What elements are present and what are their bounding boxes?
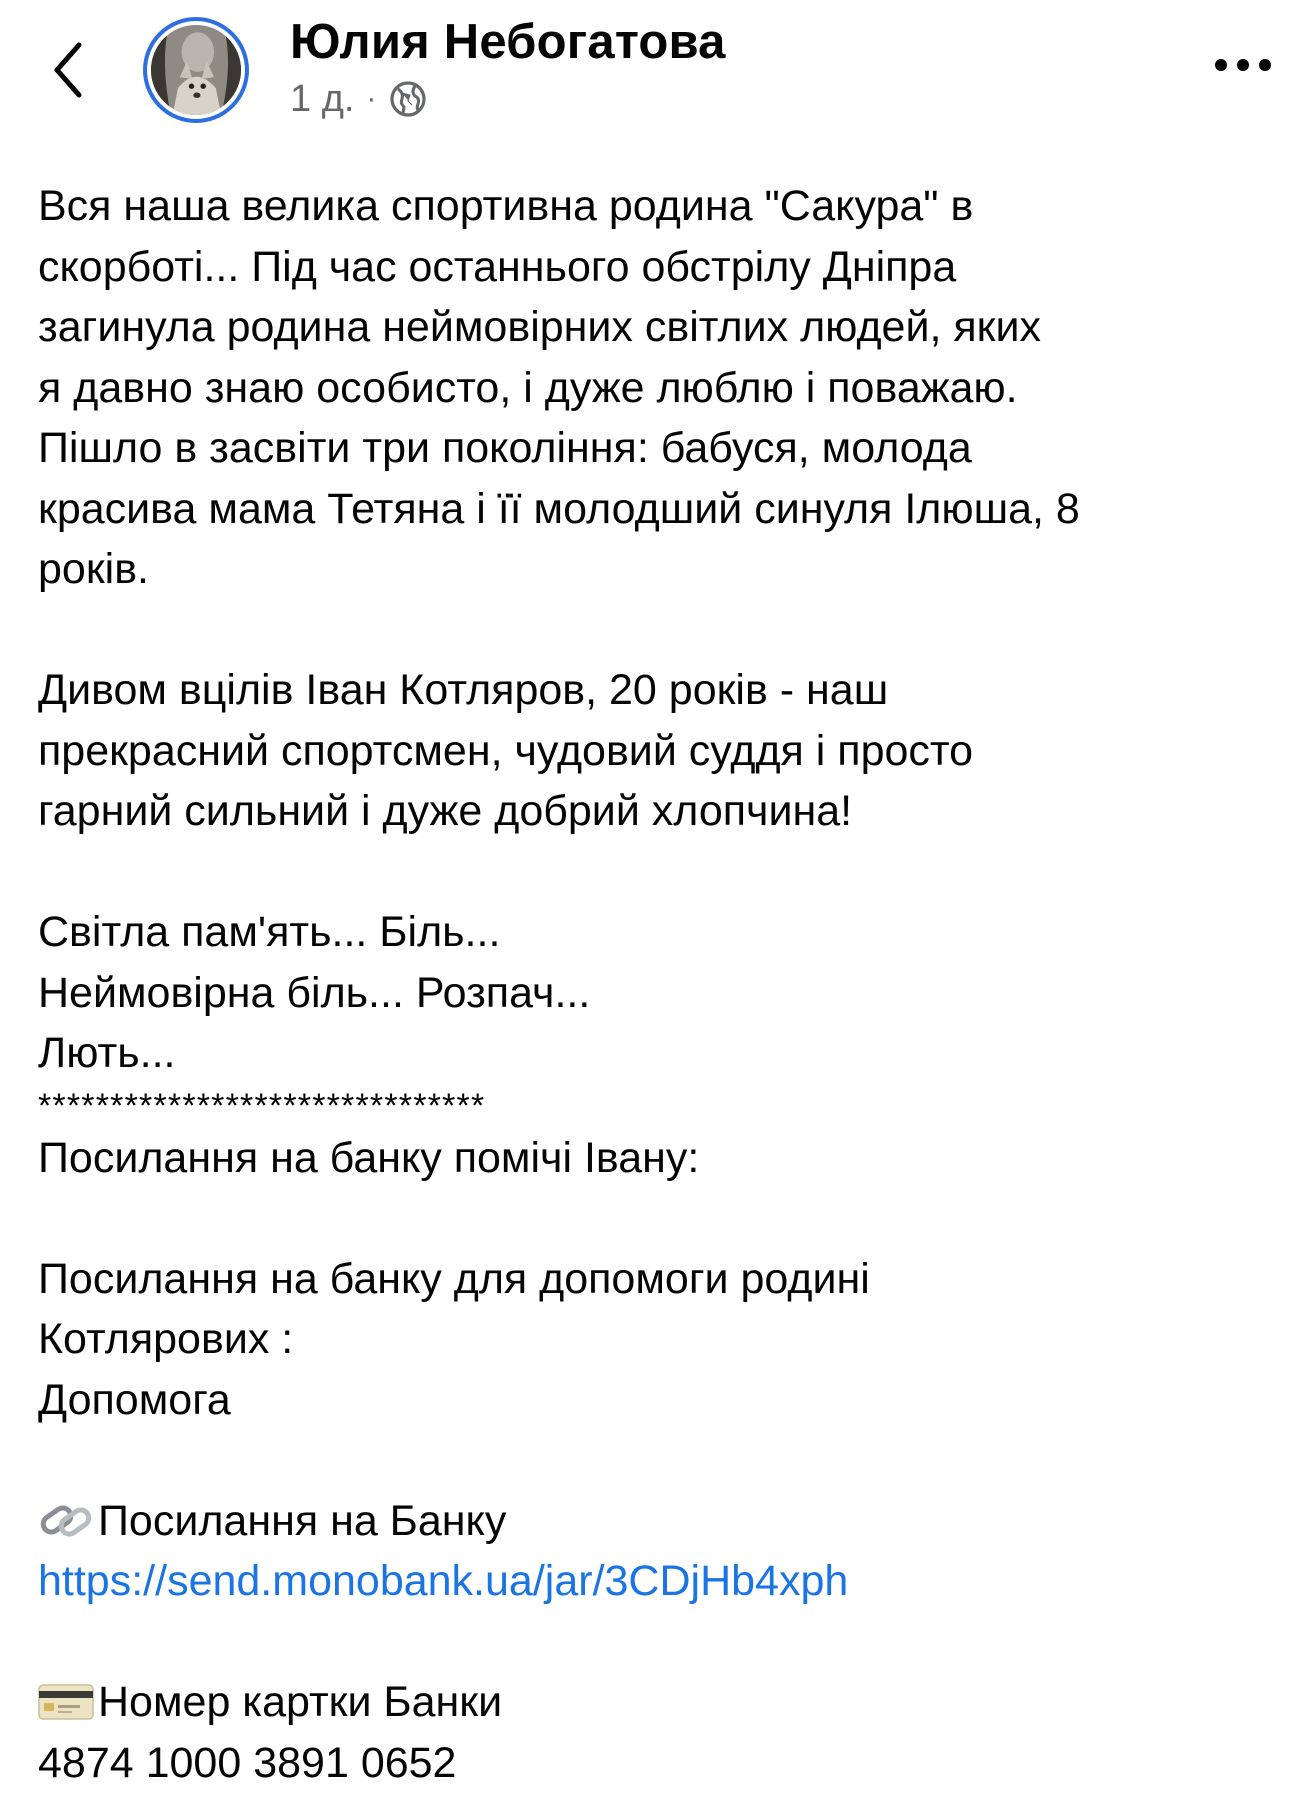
stars-divider: *******************************: [38, 1086, 486, 1125]
text-line: Вся наша велика спортивна родина "Сакура" в: [38, 182, 974, 230]
more-options-button[interactable]: [1208, 42, 1278, 88]
text-line: красива мама Тетяна і її молодший синуля Ілюша, 8: [38, 484, 1080, 533]
post-text: [38, 176, 1288, 1793]
post-header: [0, 0, 1302, 140]
text-line: я давно знаю особисто, і дуже люблю і поважаю.: [38, 363, 1018, 412]
globe-icon[interactable]: [388, 79, 428, 119]
text-line: Допомога: [38, 1375, 231, 1424]
more-horizontal-icon: [1213, 58, 1273, 72]
author-avatar[interactable]: [143, 17, 249, 123]
text-line: Лють...: [38, 1029, 176, 1077]
author-name[interactable]: Юлия Небогатова: [290, 15, 726, 69]
card-label: Номер картки Банки: [98, 1678, 503, 1726]
text-line: гарний сильний і дуже добрий хлопчина!: [38, 787, 853, 835]
post-time[interactable]: 1 д.: [290, 77, 355, 120]
paragraph-gap: [38, 1430, 1288, 1491]
text-line: Світла пам'ять... Біль...: [38, 908, 501, 956]
post-meta: [290, 74, 428, 124]
chevron-left-icon: [51, 41, 85, 99]
text-line: загинула родина неймовірних світлих людей, яких: [38, 303, 1042, 351]
text-line: Пішло в засвіти три покоління: бабуся, молода: [38, 424, 972, 472]
bank-link-label: Посилання на Банку: [98, 1496, 507, 1545]
back-button[interactable]: [38, 30, 98, 110]
bank-link-heading: [38, 1491, 1288, 1552]
text-line: прекрасний спортсмен, чудовий суддя і просто: [38, 726, 974, 775]
text-line: скорботі... Під час останнього обстрілу Дніпра: [38, 242, 957, 291]
text-line: Неймовірна біль... Розпач...: [38, 968, 591, 1017]
text-line: Дивом вцілів Іван Котляров, 20 років - наш: [38, 666, 889, 714]
paragraph-gap: [38, 1188, 1288, 1249]
text-line: Котлярових :: [38, 1315, 294, 1363]
meta-separator: ·: [366, 82, 377, 115]
paragraph-gap: [38, 1612, 1288, 1673]
ivan-link-label: Посилання на банку помічі Івану:: [38, 1133, 700, 1182]
credit-card-emoji-icon: [38, 1682, 94, 1722]
text-line: Посилання на банку для допомоги родині: [38, 1254, 870, 1303]
monobank-jar-link[interactable]: https://send.monobank.ua/jar/3CDjHb4xph: [38, 1557, 849, 1605]
paragraph-gap: [38, 842, 1288, 903]
card-heading: [38, 1672, 1288, 1733]
card-number[interactable]: 4874 1000 3891 0652: [38, 1738, 457, 1787]
avatar-image-icon: [151, 25, 241, 115]
avatar: [151, 25, 241, 115]
link-emoji-icon: [38, 1498, 94, 1544]
paragraph-gap: [38, 600, 1288, 661]
text-line: років.: [38, 545, 149, 593]
